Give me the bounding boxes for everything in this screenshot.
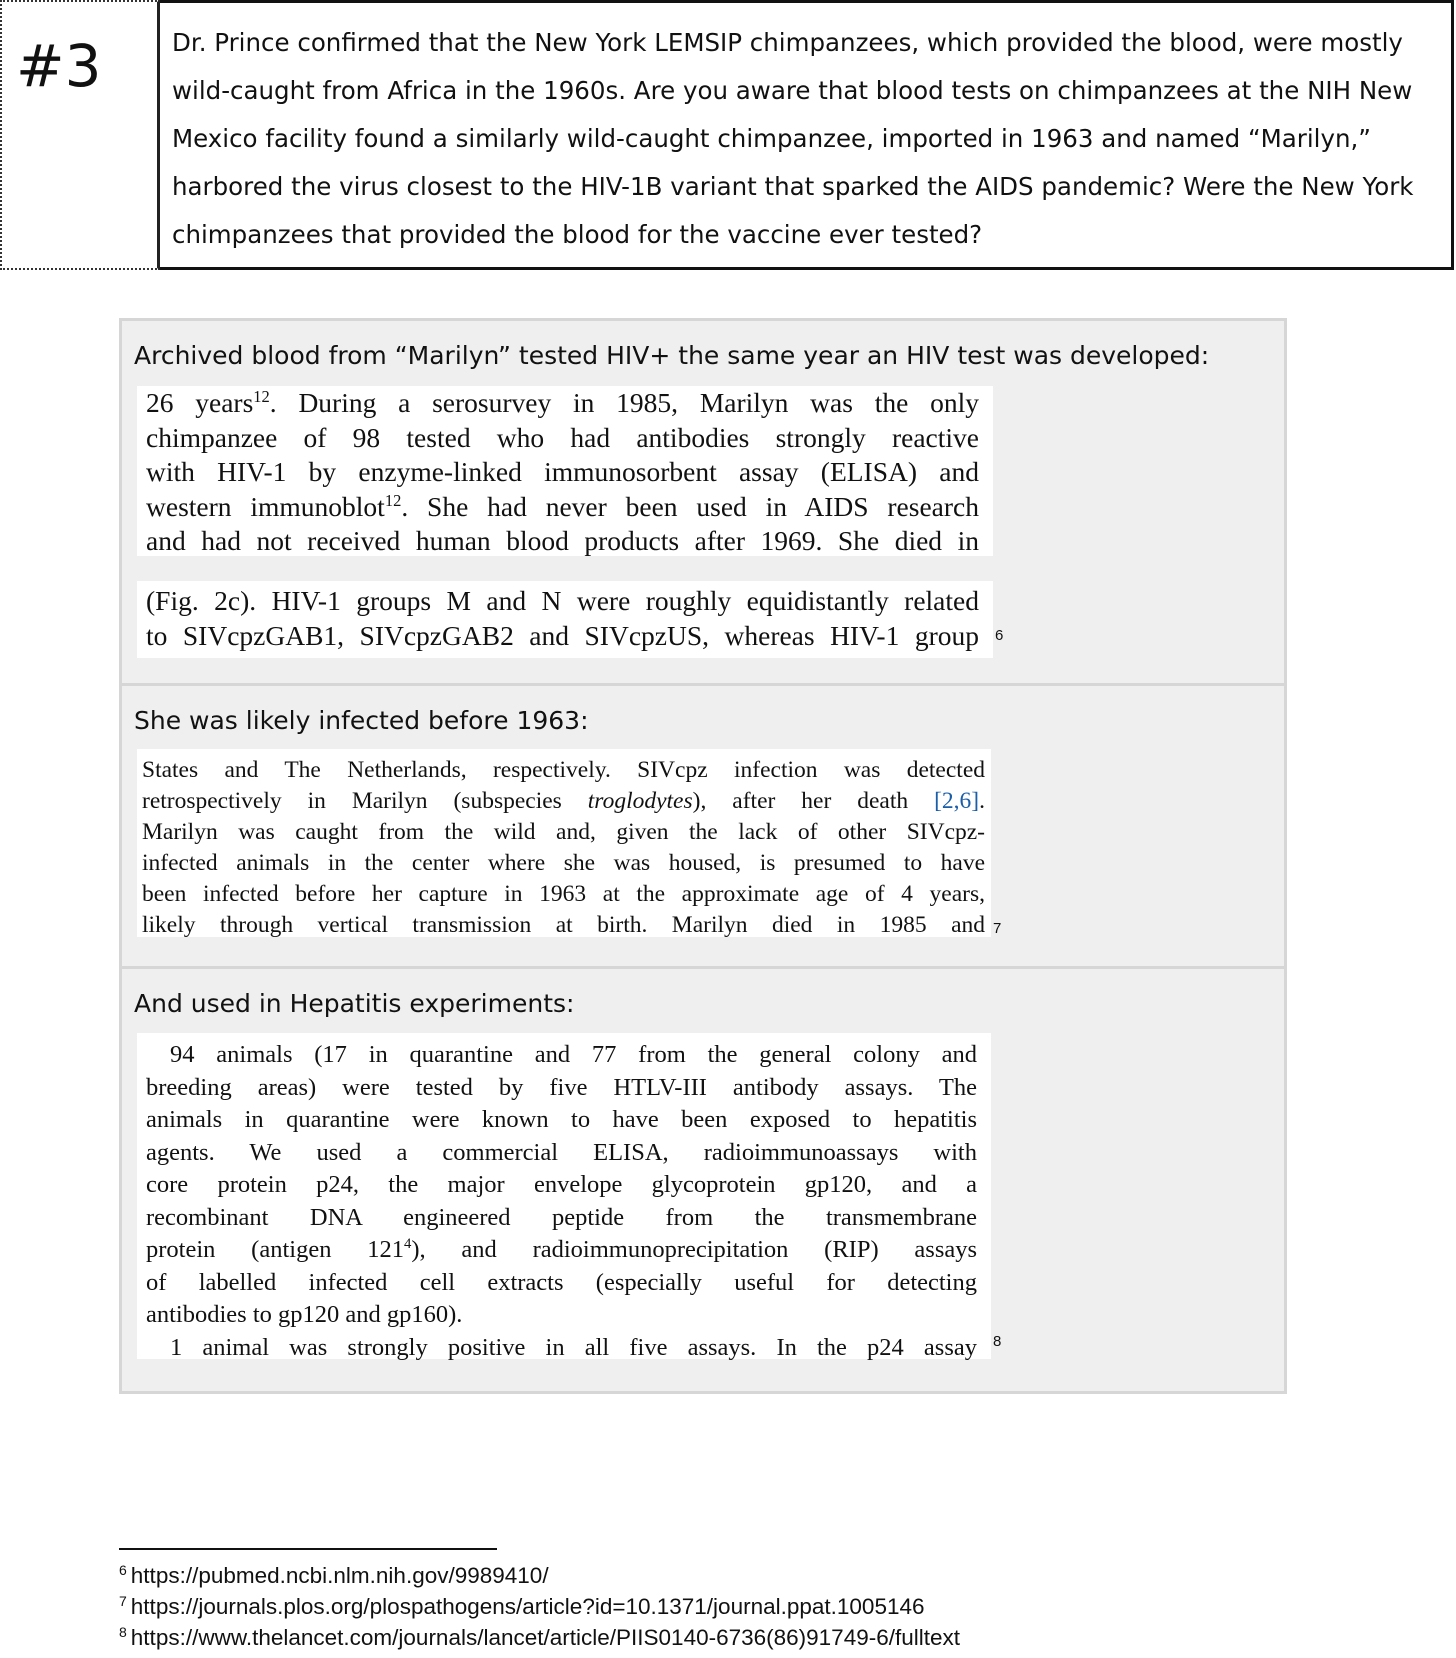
excerpt-line: Marilyn was caught from the wild and, given the lack of other SIVcpz-	[142, 819, 985, 845]
excerpt-line: chimpanzee of 98 tested who had antibodies strongly reactive	[146, 421, 979, 453]
excerpt-line: of labelled infected cell extracts (especially useful for detecting	[146, 1268, 977, 1296]
footnote-link[interactable]: https://journals.plos.org/plospathogens/article?id=10.1371/journal.ppat.1005146	[130, 1594, 925, 1619]
excerpt-line: been infected before her capture in 1963 at the approximate age of 4 years,	[142, 881, 985, 907]
excerpt-line: with HIV-1 by enzyme-linked immunosorbent assay (ELISA) and	[146, 456, 979, 487]
excerpt-line: retrospectively in Marilyn (subspecies troglodytes), after her death [2,6].	[142, 788, 985, 814]
excerpt-line: 94 animals (17 in quarantine and 77 from the general colony and	[170, 1041, 977, 1068]
evidence-section-infection-date	[122, 686, 1284, 969]
excerpt-line: likely through vertical transmission at birth. Marilyn died in 1985 and	[142, 912, 985, 938]
footnote-divider	[119, 1548, 497, 1550]
footnote-item	[119, 1560, 1419, 1591]
citation-link[interactable]: [2,6]	[934, 788, 980, 814]
question-number: #3	[0, 0, 160, 270]
section-caption: Archived blood from “Marilyn” tested HIV+ the same year an HIV test was developed:	[134, 341, 1210, 370]
section-caption: She was likely infected before 1963:	[134, 706, 589, 735]
excerpt-line: agents. We used a commercial ELISA, radioimmunoassays with	[146, 1138, 977, 1166]
footnote-reference[interactable]: 8	[993, 1333, 1002, 1350]
footnote-reference[interactable]: 6	[995, 627, 1004, 644]
footnote-link[interactable]: https://pubmed.ncbi.nlm.nih.gov/9989410/	[130, 1563, 549, 1588]
article-excerpt-image	[137, 581, 993, 658]
footnote-link[interactable]: https://www.thelancet.com/journals/lancet/article/PIIS0140-6736(86)91749-6/fulltext	[130, 1625, 961, 1650]
excerpt-line: protein (antigen $121^4$), and radioimmunoprecipitation (RIP) assays	[146, 1235, 978, 1263]
evidence-panel	[119, 318, 1287, 1394]
article-excerpt-image	[137, 749, 991, 937]
article-excerpt-image	[137, 1033, 991, 1359]
excerpt-line: States and The Netherlands, respectively. SIVcpz infection was detected	[142, 757, 985, 783]
evidence-section-marilyn-hiv	[122, 321, 1284, 686]
excerpt-line: and had not received human blood products after 1969. She died in	[146, 525, 979, 556]
footnote-item	[119, 1591, 1419, 1622]
excerpt-line: core protein p24, the major envelope glycoprotein gp120, and a	[146, 1171, 977, 1198]
footnote-reference[interactable]: 7	[993, 920, 1002, 937]
excerpt-line: antibodies to gp120 and gp160).	[146, 1301, 463, 1328]
excerpt-line: (Fig. 2c). HIV-1 groups M and N were roughly equidistantly related	[146, 585, 979, 616]
question-text: Dr. Prince confirmed that the New York LEMSIP chimpanzees, which provided the blood, were mostly wild-caught from Africa in the 1960s. Are you aware that blood tests on chimpanzees at the NIH New Mexico facility found a similarly wild-caught chimpanzee, imported in 1963 and named “Marilyn,” harbored the virus closest to the HIV-1B variant that sparked the AIDS pandemic? Were the New York chimpanzees that provided the blood for the vaccine ever tested?	[160, 0, 1454, 270]
footnote-number: 7	[119, 1593, 127, 1609]
excerpt-line: 26 years$^{12}$. During a serosurvey in 1985, Marilyn was the only	[146, 386, 979, 418]
excerpt-line: western immunoblot$^{12}$. She had never been used in AIDS research	[146, 490, 979, 522]
footnotes	[119, 1548, 1419, 1653]
excerpt-line: infected animals in the center where she was housed, is presumed to have	[142, 850, 985, 876]
question-header	[0, 0, 1454, 270]
footnote-number: 8	[119, 1624, 127, 1640]
excerpt-line: recombinant DNA engineered peptide from the transmembrane	[146, 1203, 977, 1231]
section-caption: And used in Hepatitis experiments:	[134, 989, 575, 1018]
excerpt-line: to SIVcpzGAB1, SIVcpzGAB2 and SIVcpzUS, whereas HIV-1 group	[146, 620, 979, 651]
article-excerpt-image	[137, 386, 993, 556]
excerpt-line: breeding areas) were tested by five HTLV-III antibody assays. The	[146, 1073, 977, 1101]
excerpt-line: animals in quarantine were known to have been exposed to hepatitis	[146, 1106, 977, 1133]
footnote-number: 6	[119, 1562, 127, 1578]
footnote-item	[119, 1622, 1419, 1653]
evidence-section-hepatitis	[122, 969, 1284, 1391]
excerpt-line: 1 animal was strongly positive in all five assays. In the p24 assay	[170, 1333, 977, 1361]
